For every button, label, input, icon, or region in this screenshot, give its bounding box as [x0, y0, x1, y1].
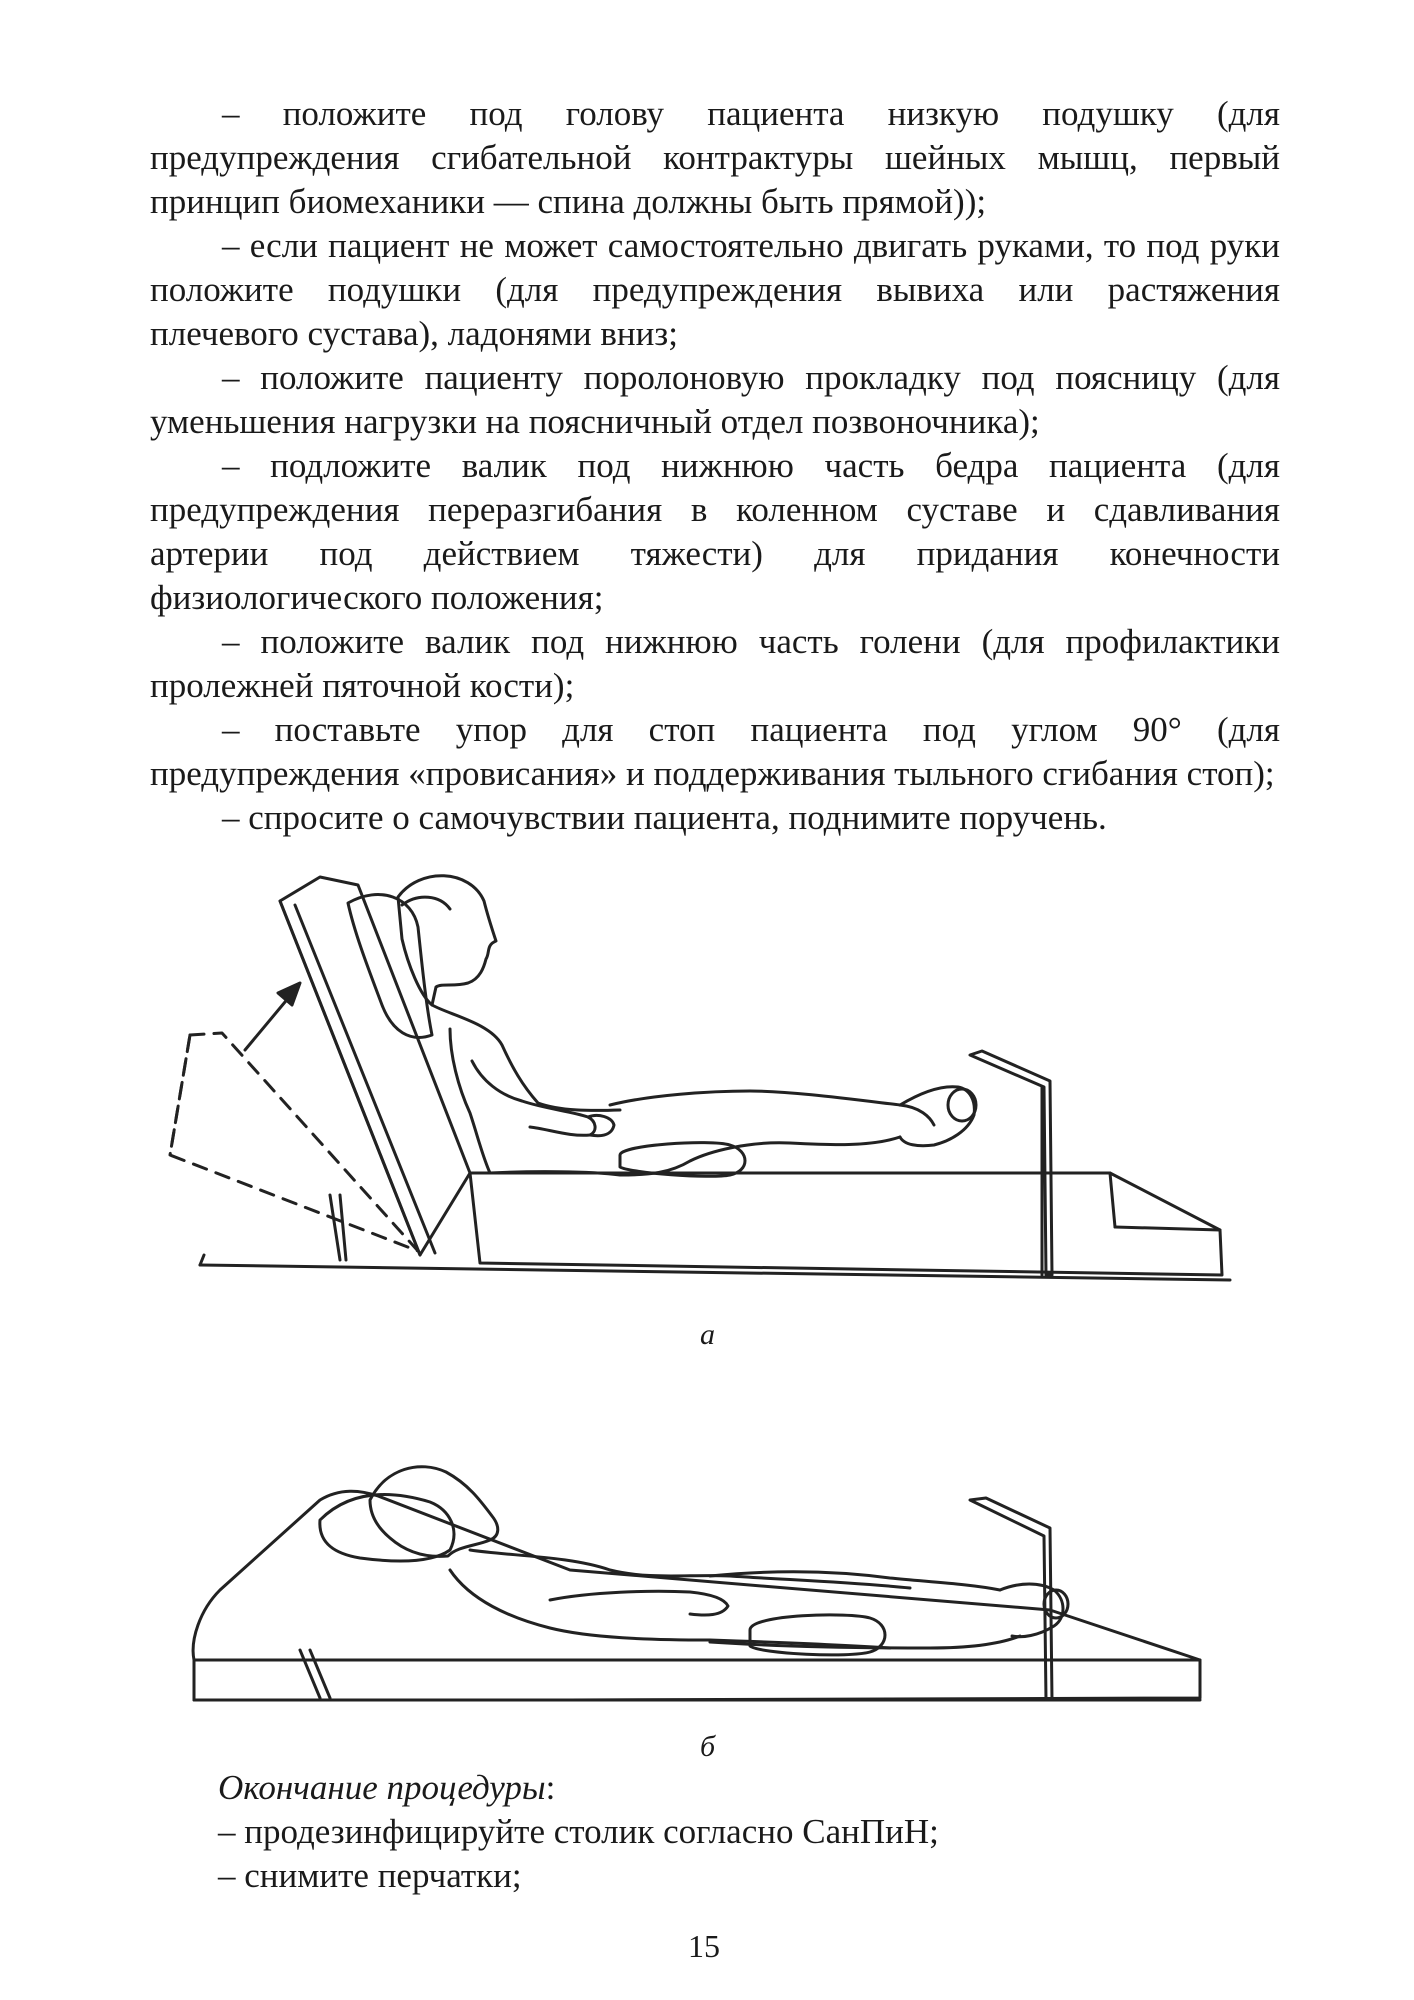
figure-a-caption: а — [700, 1318, 715, 1351]
patient-flat-bed-illustration — [150, 1360, 1280, 1730]
instruction-paragraph: – если пациент не может самостоятельно двигать руками, то под руки положите подушки (для предупреждения вывиха или растяжения плечевого сустава), ладонями вниз; — [150, 226, 1280, 353]
page-number: 15 — [688, 1928, 720, 1964]
instructions-text — [150, 92, 1280, 840]
figure-a-raised-bed — [150, 855, 1280, 1315]
patient-raised-bed-illustration — [150, 855, 1280, 1315]
procedure-ending — [218, 1766, 1278, 1898]
instruction-paragraph: – положите валик под нижнюю часть голени (для профилактики пролежней пяточной кости); — [150, 622, 1280, 705]
ending-item: – снимите перчатки; — [218, 1856, 522, 1895]
ending-heading-colon: : — [545, 1768, 556, 1807]
instruction-paragraph: – положите под голову пациента низкую подушку (для предупреждения сгибательной контрактуры шейных мышц, первый принцип биомеханики — спина должны быть прямой)); — [150, 94, 1280, 221]
ending-heading: Окончание процедуры — [218, 1768, 546, 1807]
ending-heading-line — [218, 1766, 1278, 1810]
figure-b-flat-bed — [150, 1360, 1280, 1730]
instruction-paragraph: – подложите валик под нижнюю часть бедра пациента (для предупреждения переразгибания в коленном суставе и сдавливания артерии под действием тяжести) для придания конечности физиологического положения; — [150, 446, 1280, 617]
instruction-paragraph: – поставьте упор для стоп пациента под углом 90° (для предупреждения «провисания» и поддерживания тыльного сгибания стоп); — [150, 710, 1280, 793]
figure-b-caption: б — [700, 1730, 716, 1763]
ending-item: – продезинфицируйте столик согласно СанПиН; — [218, 1812, 939, 1851]
instruction-paragraph: – спросите о самочувствии пациента, поднимите поручень. — [222, 798, 1107, 837]
instruction-paragraph: – положите пациенту поролоновую прокладку под поясницу (для уменьшения нагрузки на поясничный отдел позвоночника); — [150, 358, 1280, 441]
